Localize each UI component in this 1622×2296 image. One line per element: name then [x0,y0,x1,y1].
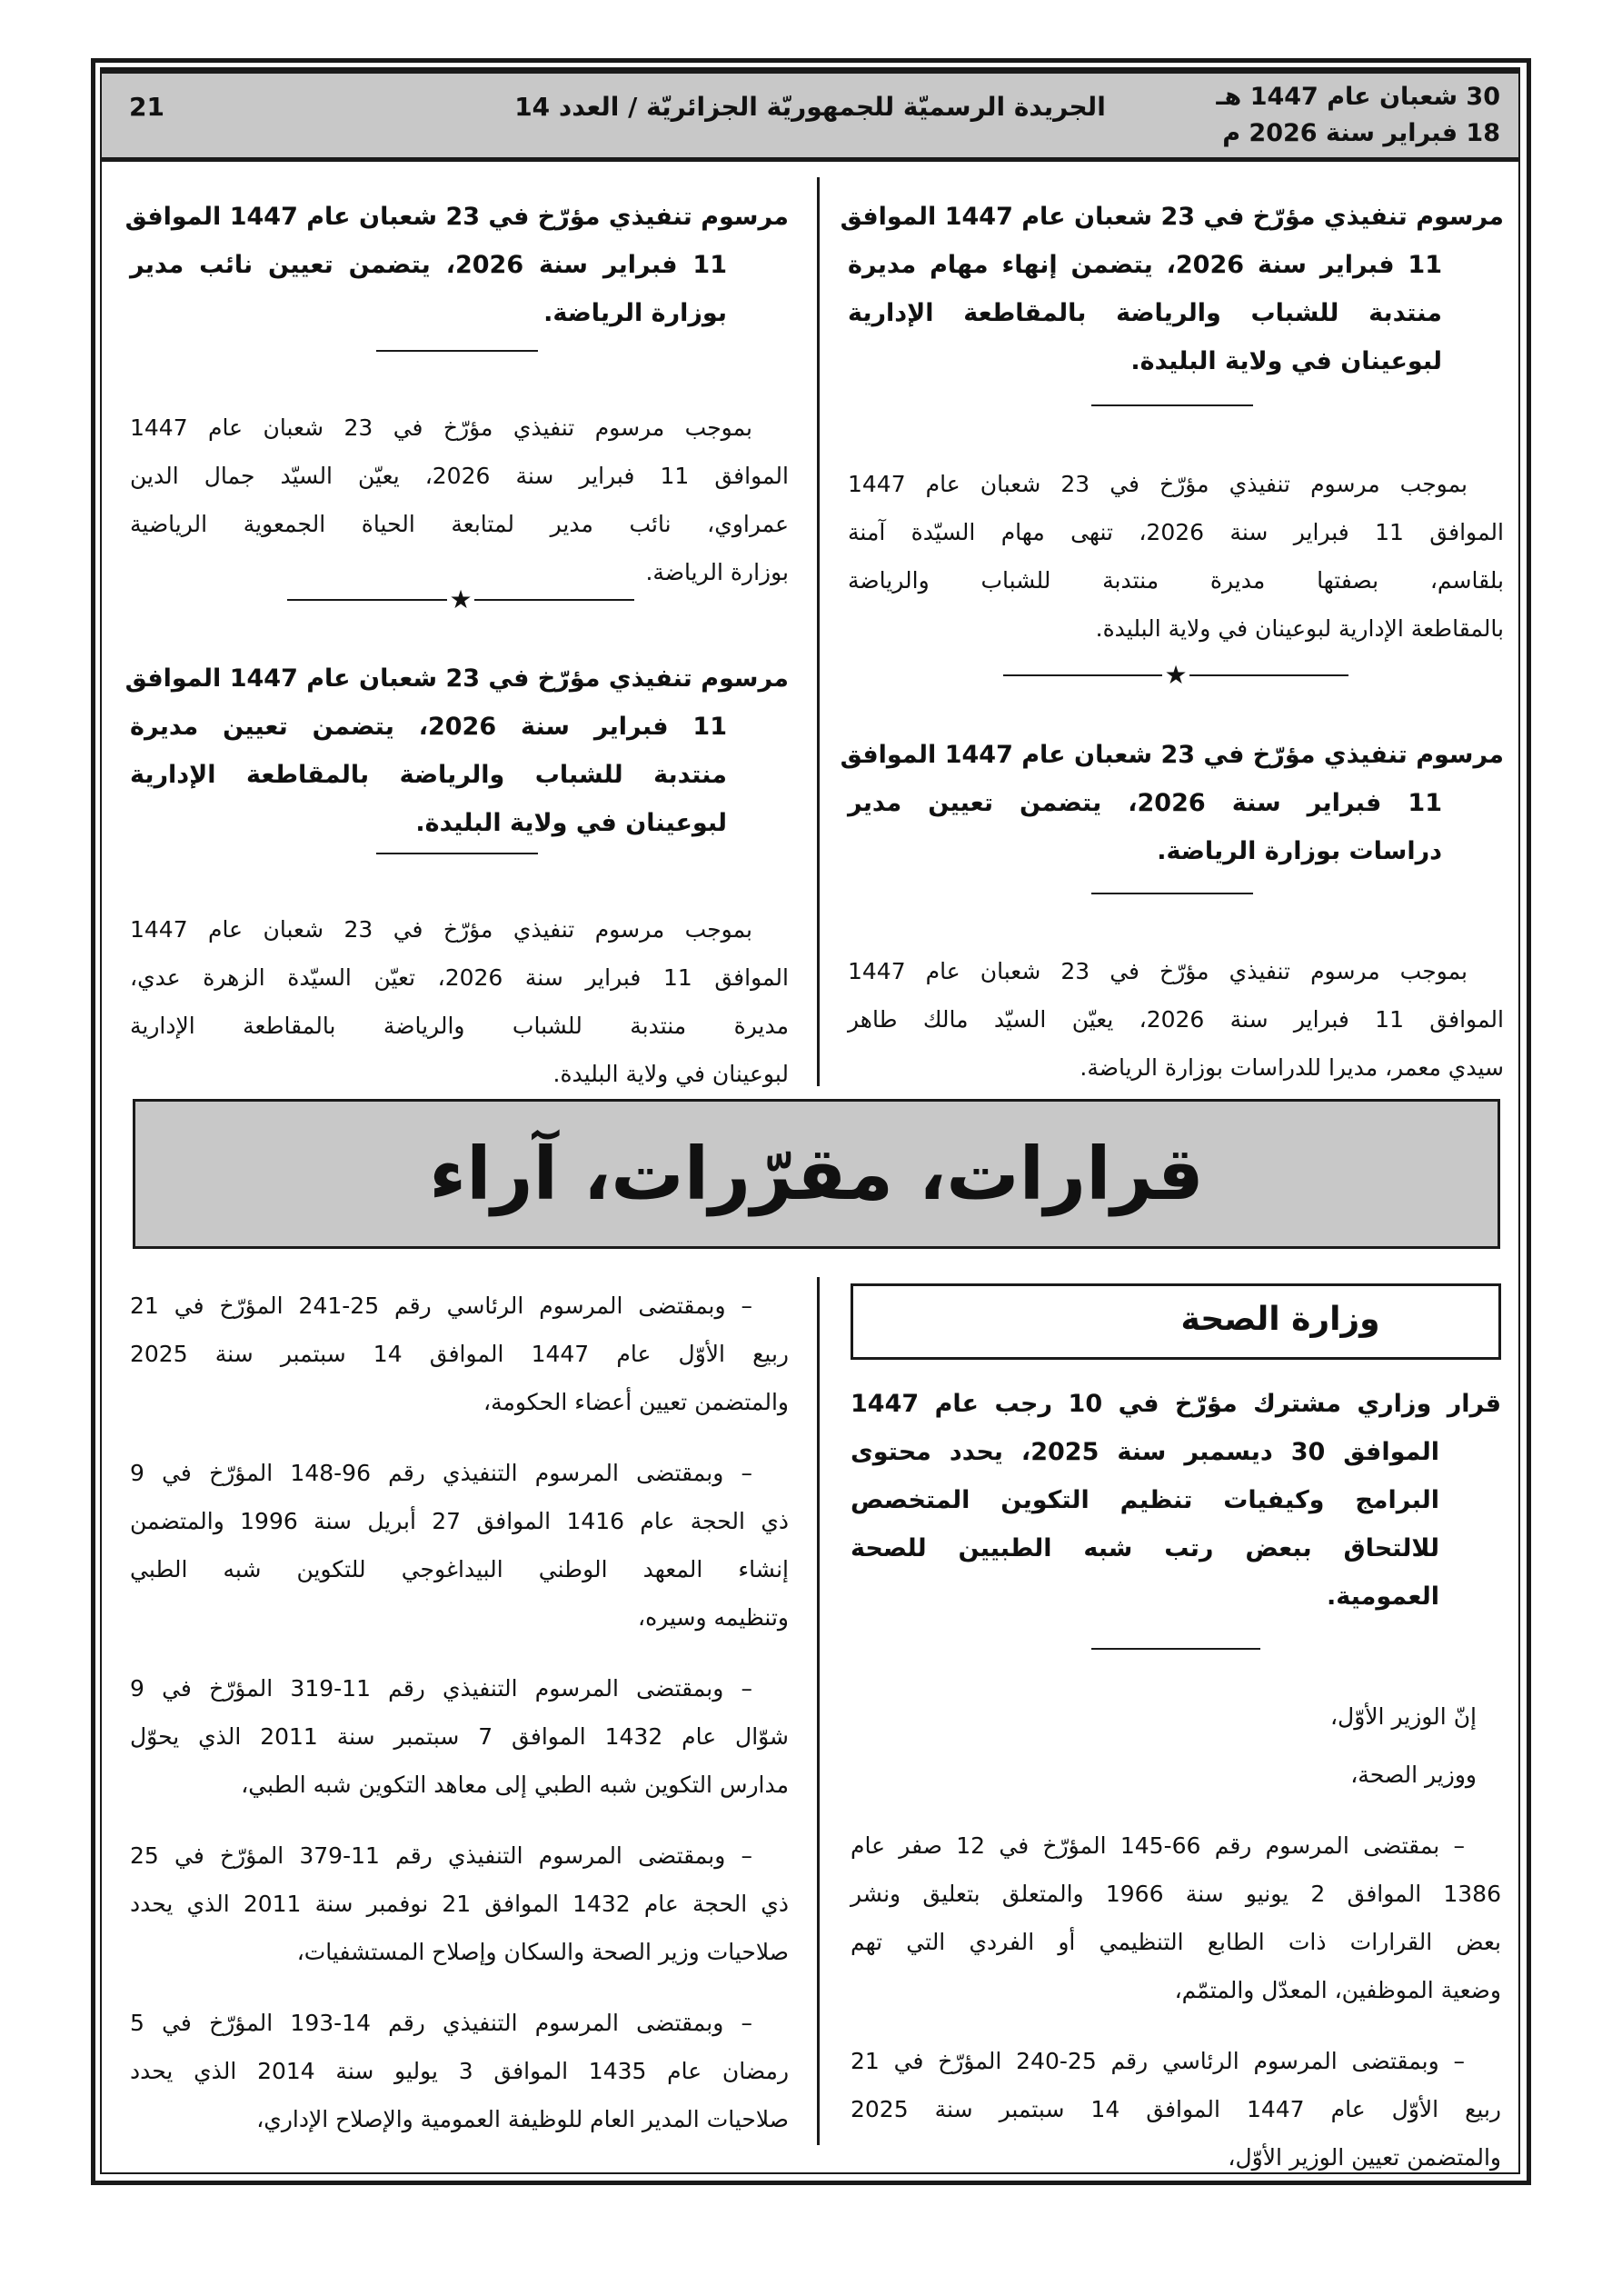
star-icon: ★ [1164,660,1188,690]
page-header [102,69,1518,162]
title-line: الموافق 30 ديسمبر سنة 2025، يحدد محتوى [851,1438,1439,1466]
text-line: شوّال عام 1432 الموافق 7 سبتمبر سنة 2011 الذي يحوّل [130,1723,789,1750]
decree-body [848,460,1504,653]
text-line: سيدي معمر، مديرا للدراسات بوزارة الرياضة. [1080,1054,1504,1081]
decree-body [848,947,1504,1092]
text-line: ربيع الأوّل عام 1447 الموافق 14 سبتمبر سنة 2025 [851,2096,1501,2122]
consideration-paragraph [130,1282,789,1426]
hijri-date: 30 شعبان عام 1447 هـ [1216,83,1500,111]
text-line: – وبمقتضى المرسوم التنفيذي رقم 11-379 المؤرّخ في 25 [130,1842,752,1869]
text-line: بموجب مرسوم تنفيذي مؤرّخ في 23 شعبان عام 1447 [848,958,1468,984]
title-line: مرسوم تنفيذي مؤرّخ في 23 شعبان عام 1447 الموافق [840,203,1504,231]
title-line: لبوعينان في ولاية البليدة. [415,809,727,837]
star-separator [1003,662,1348,689]
text-line: بالمقاطعة الإدارية لبوعينان في ولاية البليدة. [1095,615,1504,642]
separator-rule [1091,893,1253,894]
decree-body [130,404,789,596]
journal-title: الجريدة الرسميّة للجمهوريّة الجزائريّة / العدد 14 [514,92,1106,122]
page-number: 21 [129,92,164,122]
text-line: مديرة منتدبة للشباب والرياضة بالمقاطعة الإدارية [130,1013,789,1039]
title-line: للالتحاق ببعض رتب شبه الطبيين للصحة [851,1534,1439,1562]
text-line: وتنظيمه وسيره، [638,1604,789,1631]
title-line: 11 فبراير سنة 2026، يتضمن تعيين مديرة [130,713,727,741]
separator-rule [376,350,538,352]
decree-title [840,193,1504,385]
ministry-name: وزارة الصحة [1180,1301,1380,1338]
decision-title [851,1380,1501,1621]
text-line: – بمقتضى المرسوم رقم 66-145 المؤرّخ في 12 صفر عام [851,1832,1466,1859]
decree-title [840,731,1504,875]
title-line: 11 فبراير سنة 2026، يتضمن تعيين مدير [848,789,1442,817]
title-line: مرسوم تنفيذي مؤرّخ في 23 شعبان عام 1447 الموافق [124,203,789,231]
decree-body [130,905,789,1098]
consideration-paragraph [851,1822,1501,2014]
text-line: 1386 الموافق 2 يونيو سنة 1966 والمتعلق بتعليق ونشر [851,1881,1501,1907]
preamble-line: إنّ الوزير الأوّل، [1329,1703,1477,1730]
consideration-paragraph [130,1999,789,2143]
column-divider-top [817,177,820,1086]
text-line: صلاحيات المدير العام للوظيفة العمومية والإصلاح الإداري، [256,2106,789,2132]
text-line: – وبمقتضى المرسوم الرئاسي رقم 25-240 المؤرّخ في 21 [851,2048,1465,2074]
text-line: ذي الحجة عام 1416 الموافق 27 أبريل سنة 1996 والمتضمن [130,1508,790,1534]
preamble-line: ووزير الصحة، [1350,1762,1477,1788]
text-line: – وبمقتضى المرسوم التنفيذي رقم 11-319 المؤرّخ في 9 [130,1675,752,1702]
title-line: العمومية. [1326,1582,1439,1611]
text-line: الموافق 11 فبراير سنة 2026، تعيّن السيّدة الزهرة عدي، [130,964,789,991]
text-line: ربيع الأوّل عام 1447 الموافق 14 سبتمبر سنة 2025 [130,1341,789,1367]
section-banner-title: قرارات، مقرّرات، آراء [429,1132,1204,1216]
text-line: – وبمقتضى المرسوم الرئاسي رقم 25-241 المؤرّخ في 21 [130,1293,752,1319]
text-line: عمراوي، نائب مدير لمتابعة الحياة الجمعوية الرياضية [130,511,789,537]
separator-rule [1091,1648,1260,1650]
consideration-paragraph [851,2037,1501,2181]
text-line: بوزارة الرياضة. [645,559,789,585]
text-line: الموافق 11 فبراير سنة 2026، يعيّن السيّد مالك طاهر [848,1006,1504,1033]
title-line: قرار وزاري مشترك مؤرّخ في 10 رجب عام 1447 [851,1390,1502,1418]
star-icon: ★ [449,584,473,614]
consideration-paragraph [130,1449,789,1642]
text-line: بعض القرارات ذات الطابع التنظيمي أو الفردي التي تهم [851,1929,1501,1955]
consideration-paragraph [130,1832,789,1976]
separator-rule [1091,404,1253,406]
title-line: مرسوم تنفيذي مؤرّخ في 23 شعبان عام 1447 الموافق [840,741,1504,769]
title-line: بوزارة الرياضة. [543,299,727,327]
title-line: 11 فبراير سنة 2026، يتضمن تعيين نائب مدير [130,251,727,279]
separator-rule [376,853,538,854]
text-line: ذي الحجة عام 1432 الموافق 21 نوفمبر سنة 2011 الذي يحدد [130,1891,790,1917]
title-line: منتدبة للشباب والرياضة بالمقاطعة الإدارية [130,761,727,789]
title-line: منتدبة للشباب والرياضة بالمقاطعة الإدارية [848,299,1442,327]
title-line: مرسوم تنفيذي مؤرّخ في 23 شعبان عام 1447 الموافق [124,664,789,693]
consideration-paragraph [130,1664,789,1809]
decision-considerations-left [130,1282,789,2166]
text-line: بلقاسم، بصفتها مديرة منتدبة للشباب والرياضة [848,567,1504,594]
text-line: – وبمقتضى المرسوم التنفيذي رقم 14-193 المؤرّخ في 5 [130,2010,752,2036]
title-line: البرامج وكيفيات تنظيم التكوين المتخصص [851,1486,1439,1514]
text-line: إنشاء المعهد الوطني البيداغوجي للتكوين شبه الطبي [130,1556,789,1582]
title-line: 11 فبراير سنة 2026، يتضمن إنهاء مهام مديرة [848,251,1442,279]
title-line: لبوعينان في ولاية البليدة. [1130,347,1442,375]
gregorian-date: 18 فبراير سنة 2026 م [1222,119,1500,147]
column-divider-bottom [817,1277,820,2145]
title-line: دراسات بوزارة الرياضة. [1157,837,1442,865]
decree-title [124,654,789,847]
text-line: بموجب مرسوم تنفيذي مؤرّخ في 23 شعبان عام 1447 [130,414,752,441]
text-line: بموجب مرسوم تنفيذي مؤرّخ في 23 شعبان عام 1447 [848,471,1468,497]
section-banner [133,1099,1500,1249]
star-separator [287,586,634,614]
text-line: الموافق 11 فبراير سنة 2026، يعيّن السيّد جمال الدين [130,463,789,489]
text-line: بموجب مرسوم تنفيذي مؤرّخ في 23 شعبان عام 1447 [130,916,752,943]
decree-title [124,193,789,337]
text-line: رمضان عام 1435 الموافق 3 يوليو سنة 2014 الذي يحدد [130,2058,790,2084]
text-line: – وبمقتضى المرسوم التنفيذي رقم 96-148 المؤرّخ في 9 [130,1460,752,1486]
text-line: صلاحيات وزير الصحة والسكان وإصلاح المستشفيات، [296,1939,789,1965]
text-line: لبوعينان في ولاية البليدة. [552,1061,789,1087]
text-line: مدارس التكوين شبه الطبي إلى معاهد التكوين شبه الطبي، [241,1772,789,1798]
text-line: والمتضمن تعيين أعضاء الحكومة، [483,1389,789,1415]
text-line: وضعية الموظفين، المعدّل والمتمّم، [1174,1977,1501,2003]
ministry-box [851,1283,1501,1360]
decision-considerations-right [851,1822,1501,2204]
text-line: الموافق 11 فبراير سنة 2026، تنهى مهام السيّدة آمنة [848,519,1504,545]
text-line: والمتضمن تعيين الوزير الأوّل، [1228,2144,1501,2171]
